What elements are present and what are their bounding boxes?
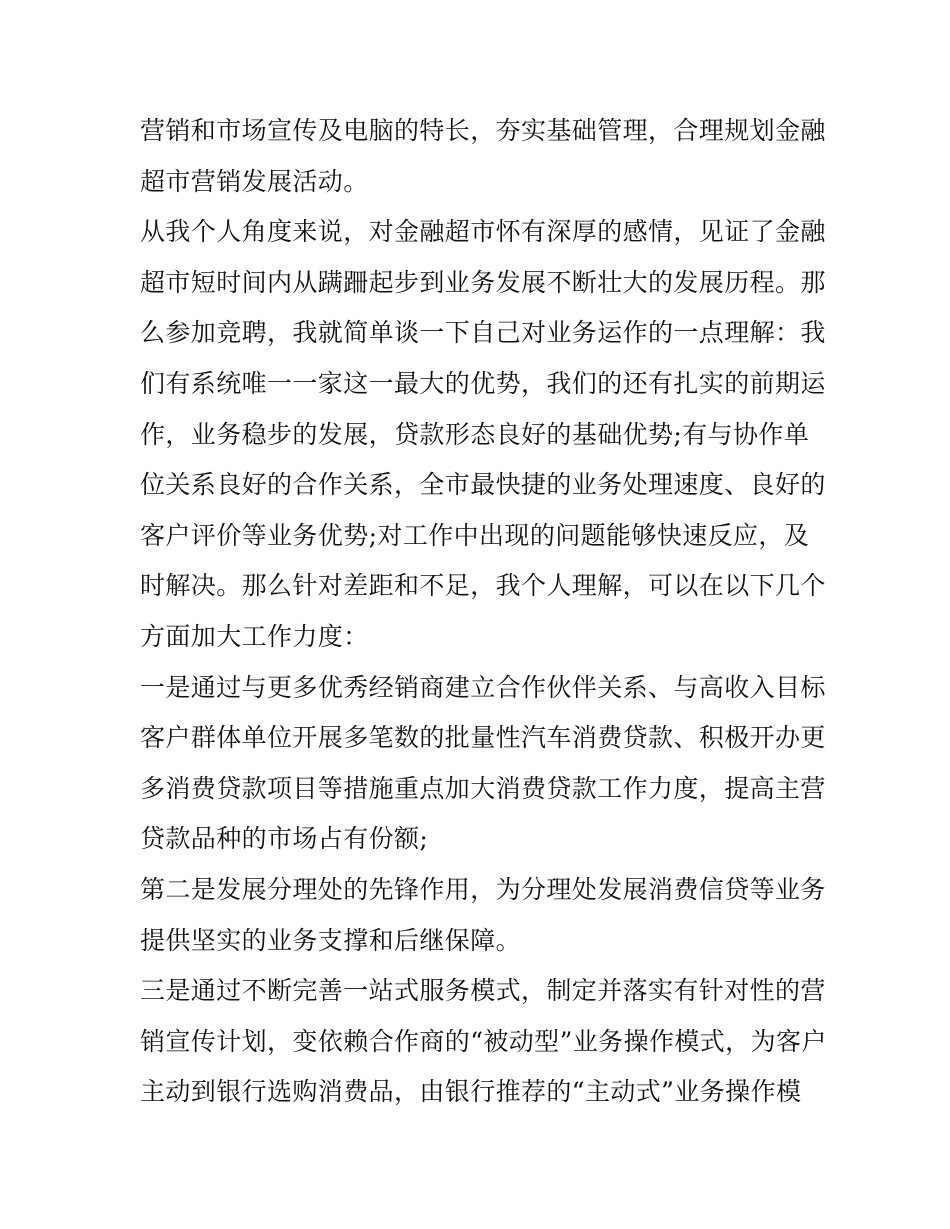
text-line: 超市营销发展活动。 [140,166,369,196]
text-line: 超市短时间内从蹒跚起步到业务发展不断壮大的发展历程。那 [140,267,826,297]
text-line: 提供坚实的业务支撑和后继保障。 [140,925,522,955]
text-line: 客户群体单位开展多笔数的批量性汽车消费贷款、积极开办更 [140,723,826,753]
text-line: 位关系良好的合作关系，全市最快捷的业务处理速度、良好的 [140,470,826,500]
text-line: 一是通过与更多优秀经销商建立合作伙伴关系、与高收入目标 [140,672,826,702]
text-line: 客户评价等业务优势;对工作中出现的问题能够快速反应，及 [140,520,810,550]
text-line: 从我个人角度来说，对金融超市怀有深厚的感情，见证了金融 [140,217,826,247]
text-line: 们有系统唯一一家这一最大的优势，我们的还有扎实的前期运 [140,368,826,398]
text-line: 营销和市场宣传及电脑的特长，夯实基础管理，合理规划金融 [140,116,826,145]
text-line: 贷款品种的市场占有份额; [140,824,429,854]
text-line: 三是通过不断完善一站式服务模式，制定并落实有针对性的营 [140,976,826,1006]
text-line: 主动到银行选购消费品，由银行推荐的“主动式”业务操作模 [140,1077,802,1107]
text-line: 销宣传计划，变依赖合作商的“被动型”业务操作模式，为客户 [140,1026,827,1056]
text-line: 第二是发展分理处的先锋作用，为分理处发展消费信贷等业务 [140,874,826,904]
text-line: 时解决。那么针对差距和不足，我个人理解，可以在以下几个 [140,571,826,601]
text-line: 么参加竞聘，我就简单谈一下自己对业务运作的一点理解：我 [140,318,826,348]
text-line: 方面加大工作力度： [140,621,369,651]
text-line: 多消费贷款项目等措施重点加大消费贷款工作力度，提高主营 [140,773,826,803]
text-line: 作，业务稳步的发展，贷款形态良好的基础优势;有与协作单 [140,419,810,449]
body-text [140,106,827,1118]
